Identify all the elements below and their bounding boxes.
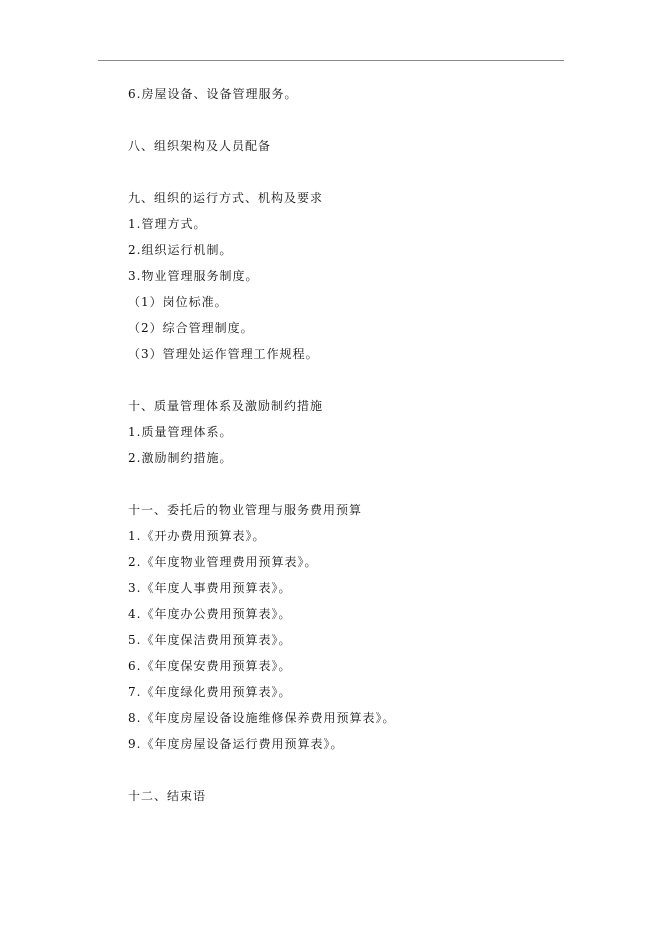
list-item: （2）综合管理制度。 [128, 321, 254, 335]
list-item: 9.《年度房屋设备运行费用预算表》。 [128, 737, 344, 751]
list-item: （1）岗位标准。 [128, 295, 228, 309]
list-item: 2.组织运行机制。 [128, 243, 233, 257]
list-item: 4.《年度办公费用预算表》。 [128, 607, 292, 621]
list-item: 1.质量管理体系。 [128, 425, 233, 439]
list-item: 1.管理方式。 [128, 217, 207, 231]
list-item: （3）管理处运作管理工作规程。 [128, 347, 319, 361]
section-heading-8: 八、组织架构及人员配备 [128, 139, 272, 153]
list-item: 3.物业管理服务制度。 [128, 269, 259, 283]
section-heading-9: 九、组织的运行方式、机构及要求 [128, 191, 324, 205]
list-item: 2.激励制约措施。 [128, 451, 233, 465]
list-item: 2.《年度物业管理费用预算表》。 [128, 555, 318, 569]
list-item: 3.《年度人事费用预算表》。 [128, 581, 292, 595]
header-rule [98, 60, 564, 61]
list-item: 1.《开办费用预算表》。 [128, 529, 266, 543]
section-heading-10: 十、质量管理体系及激励制约措施 [128, 399, 324, 413]
section-heading-12: 十二、结束语 [128, 789, 207, 803]
list-item-6-house-equipment: 6.房屋设备、设备管理服务。 [128, 87, 298, 101]
list-item: 5.《年度保洁费用预算表》。 [128, 633, 292, 647]
list-item: 8.《年度房屋设备设施维修保养费用预算表》。 [128, 711, 396, 725]
list-item: 6.《年度保安费用预算表》。 [128, 659, 292, 673]
list-item: 7.《年度绿化费用预算表》。 [128, 685, 292, 699]
section-heading-11: 十一、委托后的物业管理与服务费用预算 [128, 503, 363, 517]
